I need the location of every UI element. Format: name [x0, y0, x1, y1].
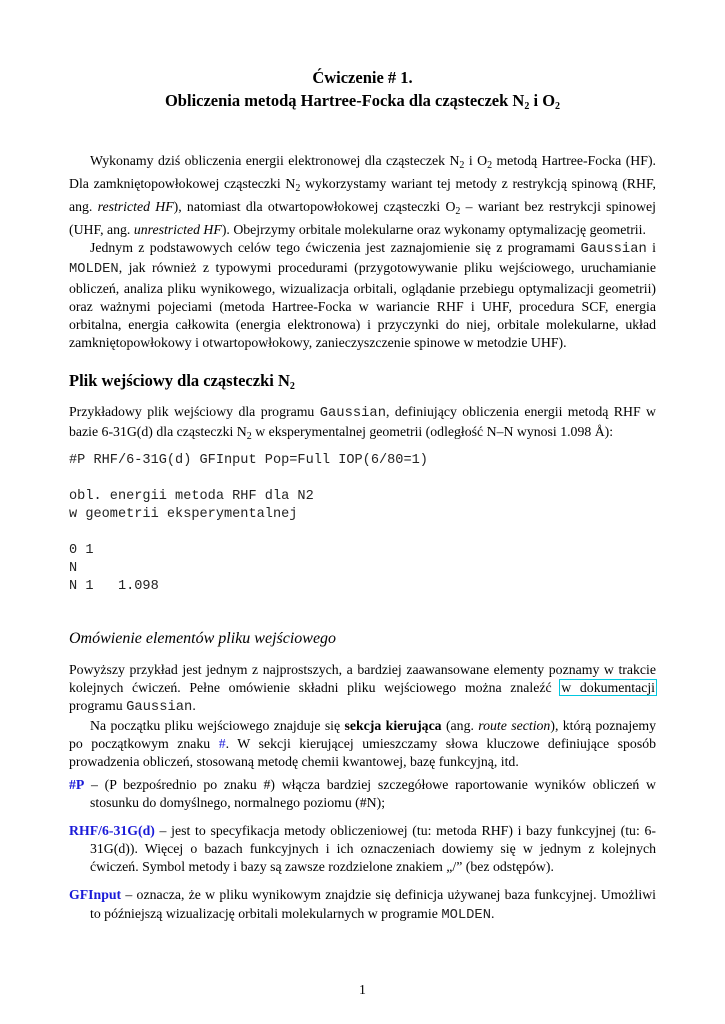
intro-paragraph-1: Wykonamy dziś obliczenia energii elektronowej dla cząsteczek $N_2$ i $O_2$ metodą Hartree-Focka (HF). Dla zamkniętopowłokowej cząsteczki $N_2$ wykorzystamy wariant tej metody z restrykcją spinową (RHF, ang. restricted HF), natomiast dla otwartopowłokowej cząsteczki $O_2$ – wariant bez restrykcji spinowej (UHF, ang. unrestricted HF). Obejrzymy orbitale molekularne oraz wykonamy optymalizację geometrii. [69, 153, 656, 238]
input-file-code: #P RHF/6-31G(d) GFInput Pop=Full IOP(6/80=1) obl. energii metoda RHF dla N2 w geometrii eksperymentalnej 0 1 N N 1 1.098 [69, 453, 428, 594]
documentation-link[interactable]: w dokumentacji [561, 680, 655, 696]
code-block [69, 452, 656, 596]
hash-link[interactable]: # [218, 736, 226, 752]
term-item-gfinput: GFInput – oznacza, że w pliku wynikowym znajdzie się definicja używanej baza funkcyjnej. Umożliwi to późniejszą wizualizację orbitali molekularnych w programie MOLDEN. [69, 887, 656, 923]
term-item-rhf: RHF/6-31G(d) – jest to specyfikacja metody obliczeniowej (tu: metoda RHF) i bazy funkcyjnej (tu: 6-31G(d)). Więcej o bazach funkcyjnych i ich oznaczeniach dowiemy się w jednym z kolejnych ćwiczeń. Symbol metody i bazy są zawsze rozdzielone znakiem „/” (bez odstępów). [69, 823, 656, 875]
term-key[interactable]: GFInput [69, 887, 122, 903]
document-title [69, 66, 656, 118]
discussion-paragraph-1: Powyższy przykład jest jednym z najprostszych, a bardziej zaawansowane elementy poznamy w trakcie kolejnych ćwiczeń. Pełne omówienie składni pliku wejściowego można znaleźć w dokumentacji programu Gaussian. [69, 662, 656, 716]
title-line-1: Ćwiczenie # 1. [312, 68, 413, 87]
intro-paragraph-2: Jednym z podstawowych celów tego ćwiczenia jest zaznajomienie się z programami Gaussian i MOLDEN, jak również z typowymi procedurami (przygotowywanie pliku wejściowego, uruchamianie obliczeń, analiza pliku wynikowego, wizualizacja orbitali, oglądanie przebiegu optymalizacji geometrii) oraz ważnymi pojeciami (metoda Hartree-Focka w wariancie RHF i UHF, procedura SCF, energia orbitalna, energia całkowita (energia elektronowa) i przyczynki do niej, orbitale molekularne, układ zamkniętopowłokowy i otwartopowłokowy, zanieczyszczenie spinowe w metodzie UHF). [69, 240, 656, 350]
section-discussion [69, 630, 656, 648]
term-key[interactable]: #P [69, 777, 85, 792]
section-heading: Plik wejściowy dla cząsteczki $N_2$ [69, 371, 295, 392]
intro-section [69, 152, 656, 352]
section-input-body [69, 403, 656, 446]
section-input-file [69, 371, 656, 392]
section-discussion-body [69, 661, 656, 772]
term-list [69, 776, 656, 925]
subsection-heading: Omówienie elementów pliku wejściowego [69, 630, 337, 647]
term-item-p: #P – (P bezpośrednio po znaku #) włącza bardziej szczegółowe raportowanie wyników obliczeń w stosunku do domyślnego, normalnego poziomu (#N); [69, 777, 656, 811]
discussion-paragraph-2: Na początku pliku wejściowego znajduje się sekcja kierująca (ang. route section), którą poznajemy po początkowym znaku #. W sekcji kierującej umieszczamy słowa kluczowe definiujące sposób prowadzenia obliczeń, stosowaną metodę chemii kwantowej, bazę funkcyjną, itd. [69, 718, 656, 770]
input-description: Przykładowy plik wejściowy dla programu Gaussian, definiujący obliczenia energii metodą RHF w bazie 6-31G(d) dla cząsteczki $N_2$ w eksperymentalnej geometrii (odległość N–N wynosi 1.098 Å): [69, 404, 656, 443]
term-key[interactable]: RHF/6-31G(d) [69, 823, 155, 839]
page-number: 1 [359, 982, 366, 997]
title-line-2: Obliczenia metodą Hartree-Focka dla cząsteczek $N_2$ i $O_2$ [164, 91, 561, 112]
